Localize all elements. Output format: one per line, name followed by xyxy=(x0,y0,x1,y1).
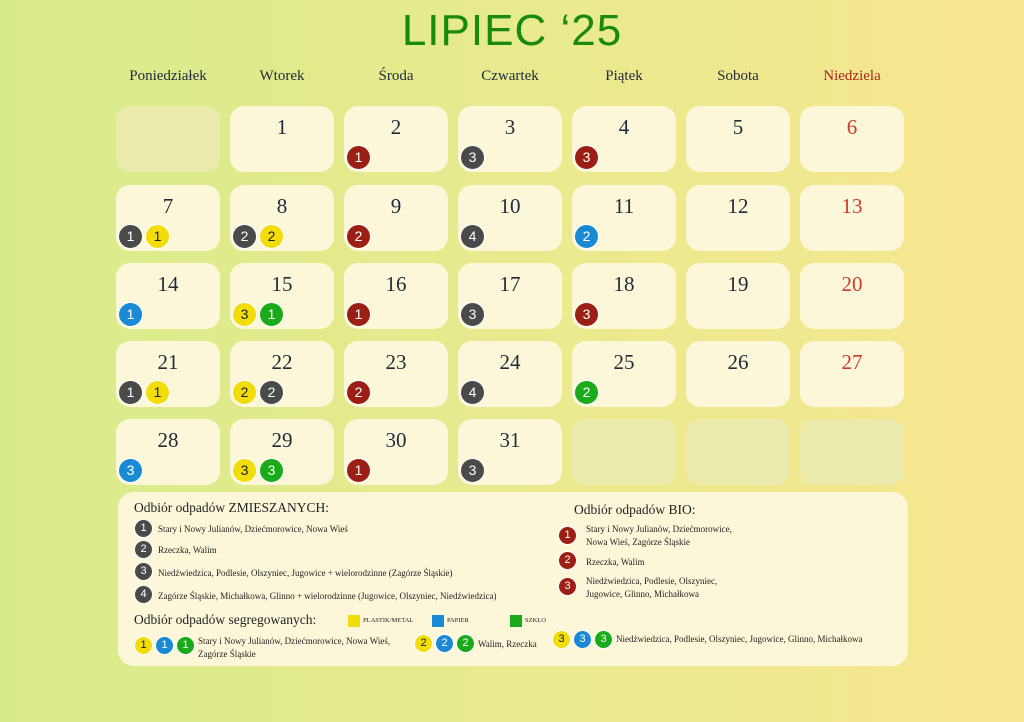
pickup-badges xyxy=(460,224,487,248)
pickup-badges xyxy=(118,224,172,248)
legend-mixed-text-1: Stary i Nowy Julianów, Dziećmorowice, Nowa Wieś xyxy=(158,524,348,534)
weekday-thursday: Czwartek xyxy=(481,68,539,84)
day-number: 14 xyxy=(157,272,179,296)
day-number: 18 xyxy=(613,272,635,296)
calendar-day-6 xyxy=(800,106,904,172)
pickup-badge-yellow: 3 xyxy=(232,458,257,483)
calendar-day-29 xyxy=(230,419,334,485)
pickup-badges xyxy=(232,224,286,248)
pickup-badge-blue: 1 xyxy=(118,302,143,327)
calendar-day-18 xyxy=(572,263,676,329)
day-number: 28 xyxy=(157,428,179,452)
day-number: 4 xyxy=(618,115,630,139)
day-number: 1 xyxy=(276,115,288,139)
pickup-badge-blue: 3 xyxy=(118,458,143,483)
seg-2-plastic-badge: 2 xyxy=(414,634,433,653)
legend-bio-text-3b: Jugowice, Glinno, Michałkowa xyxy=(586,589,699,599)
day-number: 25 xyxy=(613,350,635,374)
seg-3-text: Niedźwiedzica, Podlesie, Olszyniec, Jugowice, Glinno, Michałkowa xyxy=(616,634,863,644)
pickup-badges xyxy=(460,458,487,482)
legend-mixed-heading: Odbiór odpadów ZMIESZANYCH: xyxy=(134,500,329,515)
pickup-badge-yellow: 3 xyxy=(232,302,257,327)
calendar-day-4 xyxy=(572,106,676,172)
pickup-badges xyxy=(574,224,601,248)
legend-mixed-badge-2: 2 xyxy=(134,540,153,559)
pickup-badges xyxy=(118,302,145,326)
paper-color-swatch xyxy=(432,615,444,627)
legend-bio-text-1a: Stary i Nowy Julianów, Dziećmorowice, xyxy=(586,524,732,534)
calendar-day-2 xyxy=(344,106,448,172)
pickup-badge-dark: 1 xyxy=(118,380,143,405)
seg-3-paper-badge: 3 xyxy=(573,630,592,649)
glass-label: SZKŁO xyxy=(525,617,546,624)
day-number: 24 xyxy=(499,350,521,374)
calendar-day-27 xyxy=(800,341,904,407)
legend-bio-badge-2: 2 xyxy=(558,551,577,570)
day-number: 22 xyxy=(271,350,293,374)
pickup-badge-green: 3 xyxy=(259,458,284,483)
weekday-tuesday: Wtorek xyxy=(259,68,305,84)
calendar-day-21 xyxy=(116,341,220,407)
glass-color-swatch xyxy=(510,615,522,627)
legend-mixed-text-3: Niedźwiedzica, Podlesie, Olszyniec, Jugowice + wielorodzinne (Zagórze Śląskie) xyxy=(158,568,453,578)
weekday-saturday: Sobota xyxy=(717,68,759,84)
calendar-day-22 xyxy=(230,341,334,407)
pickup-badge-red: 1 xyxy=(346,458,371,483)
day-number: 20 xyxy=(841,272,863,296)
legend-segregated-heading: Odbiór odpadów segregowanych: xyxy=(134,612,317,627)
pickup-badge-yellow: 1 xyxy=(145,224,170,249)
calendar-day-1 xyxy=(230,106,334,172)
pickup-badges xyxy=(460,302,487,326)
calendar-day-9 xyxy=(344,185,448,251)
calendar-day-3 xyxy=(458,106,562,172)
day-number: 11 xyxy=(613,194,635,218)
pickup-badges xyxy=(232,302,286,326)
seg-1-text-b: Zagórze Śląskie xyxy=(198,649,256,659)
pickup-badge-dark: 3 xyxy=(460,458,485,483)
day-number: 31 xyxy=(499,428,521,452)
calendar-day-8 xyxy=(230,185,334,251)
seg-1-plastic-badge: 1 xyxy=(134,636,153,655)
day-number: 30 xyxy=(385,428,407,452)
pickup-badge-blue: 2 xyxy=(574,224,599,249)
pickup-badge-dark: 3 xyxy=(460,302,485,327)
weekday-header xyxy=(116,68,906,88)
day-number: 15 xyxy=(271,272,293,296)
calendar-day-17 xyxy=(458,263,562,329)
day-number: 13 xyxy=(841,194,863,218)
pickup-badge-dark: 2 xyxy=(232,224,257,249)
day-number: 5 xyxy=(732,115,744,139)
legend-mixed-badge-3: 3 xyxy=(134,562,153,581)
pickup-badge-green: 2 xyxy=(574,380,599,405)
pickup-badge-dark: 4 xyxy=(460,224,485,249)
pickup-badge-dark: 2 xyxy=(259,380,284,405)
pickup-badge-red: 3 xyxy=(574,145,599,170)
day-number: 16 xyxy=(385,272,407,296)
pickup-badge-dark: 3 xyxy=(460,145,485,170)
pickup-badges xyxy=(118,380,172,404)
pickup-badge-dark: 4 xyxy=(460,380,485,405)
pickup-badge-yellow: 2 xyxy=(259,224,284,249)
day-number: 29 xyxy=(271,428,293,452)
calendar-day-31 xyxy=(458,419,562,485)
calendar-day-15 xyxy=(230,263,334,329)
calendar-day-empty xyxy=(800,419,904,485)
calendar-day-30 xyxy=(344,419,448,485)
pickup-badges xyxy=(574,145,601,169)
seg-3-plastic-badge: 3 xyxy=(552,630,571,649)
calendar-day-13 xyxy=(800,185,904,251)
day-number: 7 xyxy=(162,194,174,218)
pickup-badges xyxy=(460,145,487,169)
day-number: 9 xyxy=(390,194,402,218)
seg-1-text-a: Stary i Nowy Julianów, Dziećmorowice, Nowa Wieś, xyxy=(198,636,391,646)
pickup-badge-yellow: 1 xyxy=(145,380,170,405)
pickup-badges xyxy=(232,458,286,482)
day-number: 21 xyxy=(157,350,179,374)
pickup-badges xyxy=(232,380,286,404)
calendar-day-19 xyxy=(686,263,790,329)
calendar-day-empty xyxy=(116,106,220,172)
pickup-badge-red: 2 xyxy=(346,380,371,405)
calendar-day-empty xyxy=(686,419,790,485)
calendar-day-empty xyxy=(572,419,676,485)
plastic-label: PLASTIK/METAL xyxy=(363,617,414,624)
day-number: 27 xyxy=(841,350,863,374)
calendar-day-16 xyxy=(344,263,448,329)
calendar-day-12 xyxy=(686,185,790,251)
pickup-badge-red: 3 xyxy=(574,302,599,327)
pickup-badges xyxy=(118,458,145,482)
pickup-badge-red: 1 xyxy=(346,145,371,170)
day-number: 12 xyxy=(727,194,749,218)
legend-bio-heading: Odbiór odpadów BIO: xyxy=(574,502,696,517)
pickup-badges xyxy=(346,458,373,482)
day-number: 3 xyxy=(504,115,516,139)
calendar-day-25 xyxy=(572,341,676,407)
weekday-monday: Poniedziałek xyxy=(129,68,207,84)
calendar-day-20 xyxy=(800,263,904,329)
plastic-color-swatch xyxy=(348,615,360,627)
day-number: 23 xyxy=(385,350,407,374)
weekday-sunday: Niedziela xyxy=(823,68,881,84)
weekday-wednesday: Środa xyxy=(378,68,414,84)
legend-bio-badge-3: 3 xyxy=(558,577,577,596)
day-number: 26 xyxy=(727,350,749,374)
weekday-friday: Piątek xyxy=(605,68,643,84)
legend-mixed-text-4: Zagórze Śląskie, Michałkowa, Glinno + wielorodzinne (Jugowice, Olszyniec, Niedźwiedzica) xyxy=(158,591,497,601)
calendar-day-28 xyxy=(116,419,220,485)
pickup-badges xyxy=(574,380,601,404)
pickup-badges xyxy=(346,145,373,169)
legend-mixed-badge-1: 1 xyxy=(134,519,153,538)
day-number: 2 xyxy=(390,115,402,139)
seg-1-glass-badge: 1 xyxy=(176,636,195,655)
pickup-badges xyxy=(346,224,373,248)
day-number: 6 xyxy=(846,115,858,139)
calendar-day-23 xyxy=(344,341,448,407)
pickup-badges xyxy=(346,302,373,326)
day-number: 17 xyxy=(499,272,521,296)
seg-2-text: Walim, Rzeczka xyxy=(478,639,537,649)
pickup-badge-red: 2 xyxy=(346,224,371,249)
legend-mixed-text-2: Rzeczka, Walim xyxy=(158,545,217,555)
pickup-badge-yellow: 2 xyxy=(232,380,257,405)
day-number: 10 xyxy=(499,194,521,218)
day-number: 8 xyxy=(276,194,288,218)
seg-2-glass-badge: 2 xyxy=(456,634,475,653)
legend-panel xyxy=(118,492,908,666)
pickup-badges xyxy=(574,302,601,326)
calendar-day-7 xyxy=(116,185,220,251)
pickup-badges xyxy=(460,380,487,404)
legend-bio-text-3a: Niedźwiedzica, Podlesie, Olszyniec, xyxy=(586,576,718,586)
pickup-badge-green: 1 xyxy=(259,302,284,327)
calendar-day-11 xyxy=(572,185,676,251)
seg-2-paper-badge: 2 xyxy=(435,634,454,653)
calendar-day-26 xyxy=(686,341,790,407)
seg-1-paper-badge: 1 xyxy=(155,636,174,655)
legend-bio-badge-1: 1 xyxy=(558,526,577,545)
calendar-day-5 xyxy=(686,106,790,172)
pickup-badges xyxy=(346,380,373,404)
calendar-day-10 xyxy=(458,185,562,251)
legend-bio-text-2: Rzeczka, Walim xyxy=(586,557,645,567)
calendar-day-24 xyxy=(458,341,562,407)
calendar-day-14 xyxy=(116,263,220,329)
legend-bio-text-1b: Nowa Wieś, Zagórze Śląskie xyxy=(586,537,690,547)
legend-mixed-badge-4: 4 xyxy=(134,585,153,604)
pickup-badge-dark: 1 xyxy=(118,224,143,249)
pickup-badge-red: 1 xyxy=(346,302,371,327)
calendar-title: LIPIEC ‘25 xyxy=(401,6,623,55)
paper-label: PAPIER xyxy=(447,617,469,624)
day-number: 19 xyxy=(727,272,749,296)
seg-3-glass-badge: 3 xyxy=(594,630,613,649)
